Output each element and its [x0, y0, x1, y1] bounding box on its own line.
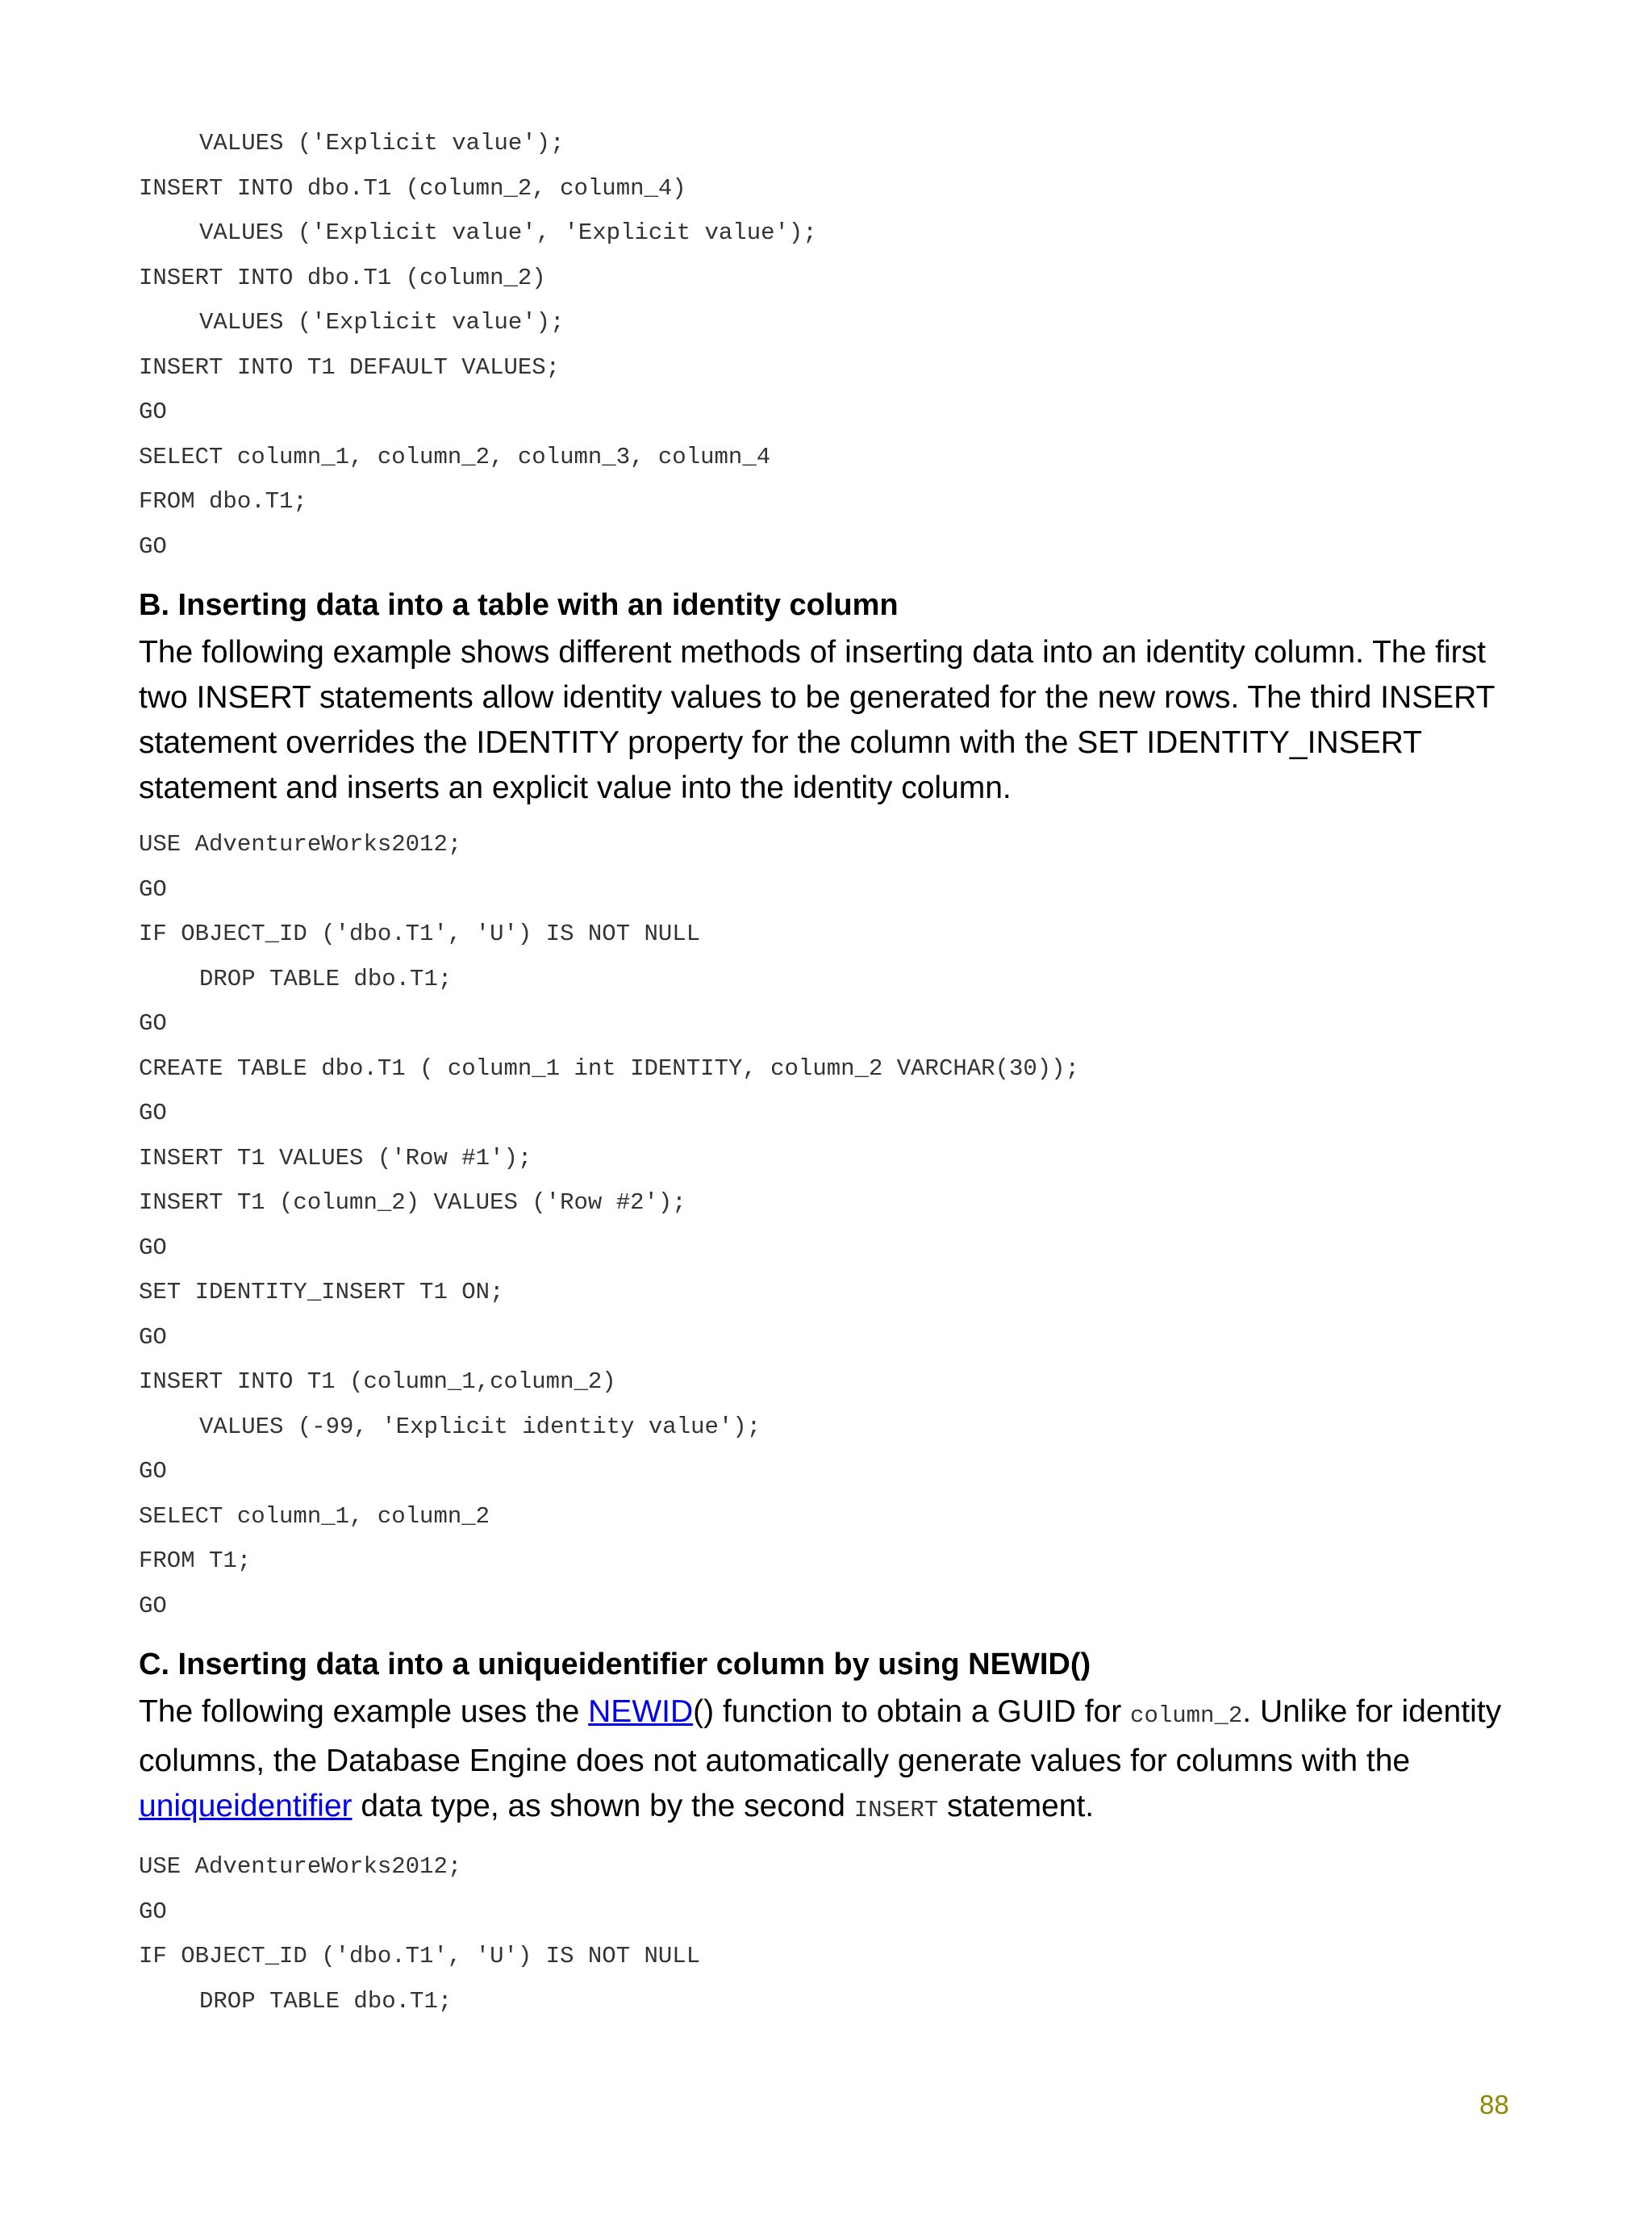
- code-line: DROP TABLE dbo.T1;: [199, 965, 453, 992]
- code-line: GO: [139, 1898, 167, 1925]
- paragraph-text: data type, as shown by the second: [352, 1789, 854, 1823]
- code-line: INSERT INTO T1 (column_1,column_2): [139, 1368, 616, 1395]
- section-b-paragraph: The following example shows different methods of inserting data into an identity column. The first two INSERT statements allow identity values to be generated for the new rows. The third INSERT statement overrides the IDENTITY property for the column with the SET IDENTITY_INSERT statement and inserts an explicit value into the identity column.: [139, 635, 1495, 805]
- code-line: GO: [139, 875, 167, 903]
- code-line: GO: [139, 532, 167, 560]
- paragraph-text: statement.: [938, 1789, 1095, 1823]
- inline-code-insert: INSERT: [853, 1797, 939, 1823]
- code-line: INSERT INTO T1 DEFAULT VALUES;: [139, 353, 561, 381]
- inline-code-column-2: column_2: [1130, 1702, 1243, 1729]
- code-line: INSERT INTO dbo.T1 (column_2, column_4): [139, 174, 686, 202]
- code-line: VALUES ('Explicit value');: [199, 309, 565, 336]
- code-line: GO: [139, 1592, 167, 1619]
- section-c-heading: C. Inserting data into a uniqueidentifier column by using NEWID(): [139, 1648, 1091, 1681]
- code-block-2: [139, 822, 1526, 1628]
- code-line: FROM dbo.T1;: [139, 488, 307, 515]
- code-line: INSERT T1 VALUES ('Row #1');: [139, 1144, 532, 1171]
- code-line: FROM T1;: [139, 1547, 252, 1574]
- document-page: [139, 121, 1526, 2023]
- paragraph-text: The following example uses the: [139, 1694, 589, 1729]
- newid-link[interactable]: NEWID: [588, 1694, 694, 1729]
- uniqueidentifier-link[interactable]: uniqueidentifier: [139, 1789, 353, 1823]
- code-line: VALUES ('Explicit value');: [199, 130, 565, 157]
- code-line: CREATE TABLE dbo.T1 ( column_1 int IDENTITY, column_2 VARCHAR(30));: [139, 1055, 1079, 1082]
- code-line: GO: [139, 1234, 167, 1261]
- code-line: INSERT T1 (column_2) VALUES ('Row #2');: [139, 1189, 686, 1216]
- code-line: GO: [139, 1100, 167, 1126]
- code-line: GO: [139, 1458, 167, 1485]
- section-b-heading: B. Inserting data into a table with an identity column: [139, 588, 899, 622]
- section-c-paragraph: [139, 1689, 1526, 1833]
- code-line: USE AdventureWorks2012;: [139, 1853, 462, 1880]
- code-line: DROP TABLE dbo.T1;: [199, 1987, 453, 2015]
- paragraph-text: . Unlike for identity columns, the Database Engine does not automatically generate values for columns with the: [139, 1694, 1502, 1778]
- code-line: IF OBJECT_ID ('dbo.T1', 'U') IS NOT NULL: [139, 1943, 701, 1969]
- code-line: SELECT column_1, column_2, column_3, column_4: [139, 443, 771, 470]
- code-line: GO: [139, 1010, 167, 1037]
- code-line: INSERT INTO dbo.T1 (column_2): [139, 264, 546, 291]
- code-line: VALUES ('Explicit value', 'Explicit value');: [199, 219, 817, 246]
- code-line: IF OBJECT_ID ('dbo.T1', 'U') IS NOT NULL: [139, 921, 701, 947]
- code-line: SELECT column_1, column_2: [139, 1502, 490, 1530]
- code-block-3: [139, 1844, 1526, 2023]
- code-block-1: [139, 121, 1526, 569]
- page-number: 88: [1479, 2090, 1509, 2120]
- paragraph-text: () function to obtain a GUID for: [693, 1694, 1131, 1729]
- code-line: SET IDENTITY_INSERT T1 ON;: [139, 1279, 504, 1305]
- code-line: GO: [139, 1323, 167, 1351]
- code-line: USE AdventureWorks2012;: [139, 831, 462, 858]
- code-line: GO: [139, 399, 167, 425]
- code-line: VALUES (-99, 'Explicit identity value');: [199, 1413, 761, 1440]
